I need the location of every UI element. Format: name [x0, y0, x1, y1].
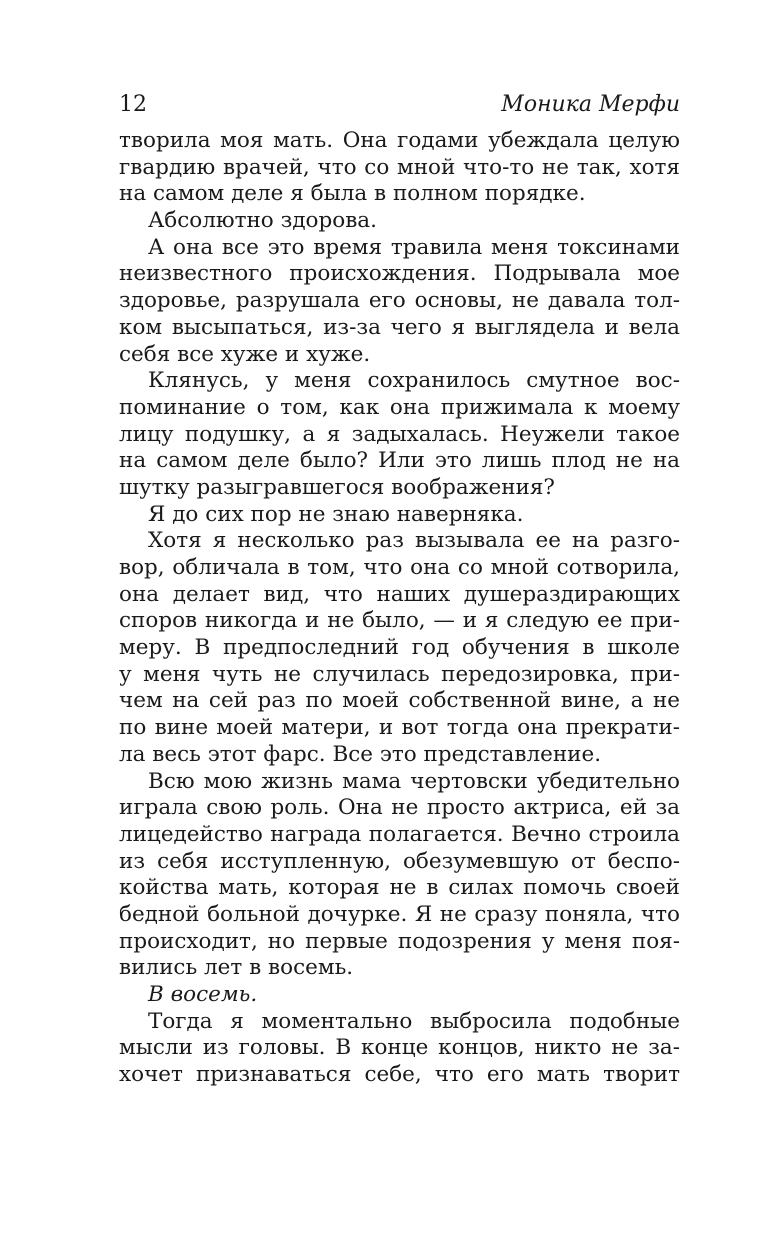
text-line: ком высыпаться, из-за чего я выглядела и вела [119, 314, 680, 340]
text-line: неизвестного происхождения. Подрывала мое [119, 261, 680, 287]
text-line: лицедейство награда полагается. Вечно строила [119, 821, 680, 847]
text-line: бедной больной дочурке. Я не сразу поняла, что [119, 901, 680, 927]
author-name: Моника Мерфи [501, 92, 680, 117]
text-line: мысли из головы. В конце концов, никто не за- [119, 1035, 680, 1061]
text-line: себя все хуже и хуже. [119, 341, 371, 367]
text-line: гвардию врачей, что со мной что-то не так, хотя [119, 154, 680, 180]
text-line: Абсолютно здорова. [148, 208, 377, 234]
text-line: происходит, но первые подозрения у меня поя- [119, 928, 680, 954]
text-line: вились лет в восемь. [119, 955, 354, 981]
text-line: на самом деле я была в полном порядке. [119, 181, 586, 207]
text-line: играла свою роль. Она не просто актриса, ей за [119, 795, 680, 821]
text-line: у меня чуть не случилась передозировка, при- [119, 661, 680, 687]
running-header [119, 92, 680, 118]
text-line: здоровье, разрушала его основы, не давала тол- [119, 288, 680, 314]
text-line: койства мать, которая не в силах помочь своей [119, 875, 680, 901]
text-line: Всю мою жизнь мама чертовски убедительно [148, 768, 680, 794]
text-line: Хотя я несколько раз вызывала ее на разго- [148, 528, 680, 554]
text-line: вор, обличала в том, что она со мной сотворила, [119, 555, 680, 580]
text-line-italic: В восемь. [148, 982, 258, 1007]
body-text [119, 128, 680, 1089]
text-line: поминание о том, как она прижимала к моему [119, 394, 680, 420]
text-line: хочет признаваться себе, что его мать творит [119, 1062, 680, 1088]
text-line: Тогда я моментально выбросила подобные [148, 1008, 680, 1034]
text-line: она делает вид, что наших душераздирающих [119, 581, 680, 607]
text-line: Я до сих пор не знаю наверняка. [148, 501, 524, 527]
text-line: творила моя мать. Она годами убеждала целую [119, 128, 680, 153]
text-line: А она все это время травила меня токсинами [148, 234, 680, 260]
text-line: меру. В предпоследний год обучения в школе [119, 635, 680, 661]
text-line: ла весь этот фарс. Все это представление. [119, 741, 602, 767]
text-line: Клянусь, у меня сохранилось смутное вос- [148, 368, 680, 394]
text-line: споров никогда и не было, — и я следую ее при- [119, 608, 680, 634]
page-number: 12 [119, 92, 147, 117]
text-line: шутку разыгравшегося воображения? [119, 474, 555, 500]
text-line: из себя исступленную, обезумевшую от беспо- [119, 848, 680, 874]
text-line: на самом деле было? Или это лишь плод не на [119, 448, 680, 474]
text-line: чем на сей раз по моей собственной вине, а не [119, 688, 680, 714]
text-line: лицу подушку, а я задыхалась. Неужели такое [119, 421, 680, 447]
text-line: по вине моей матери, и вот тогда она прекрати- [119, 715, 680, 741]
